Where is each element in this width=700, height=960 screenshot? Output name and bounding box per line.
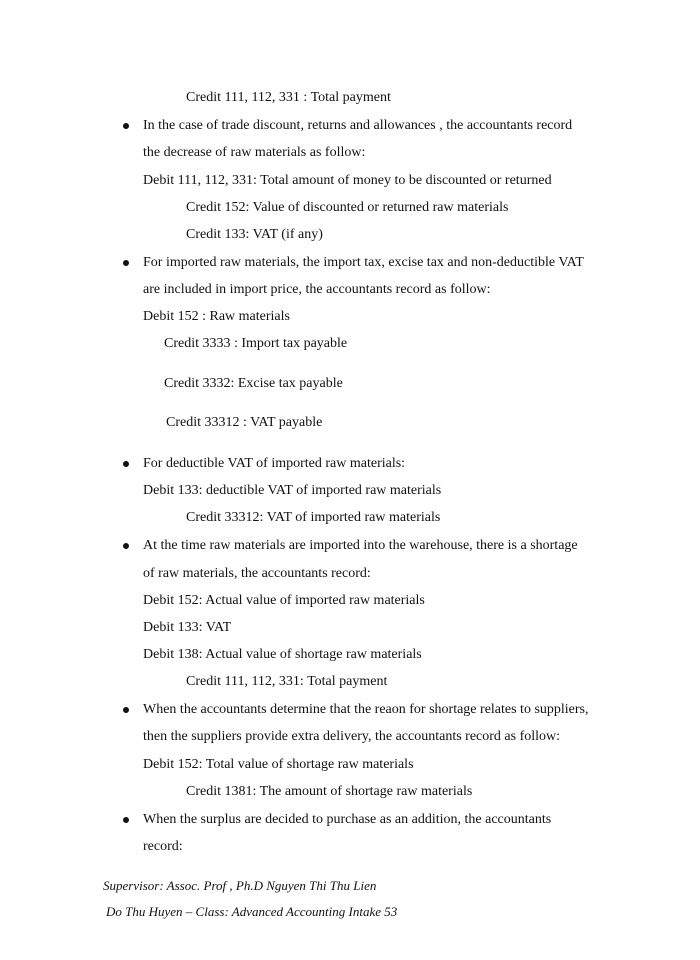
debit-line: Debit 133: VAT [143, 620, 232, 635]
bullet-text-continued: of raw materials, the accountants record: [143, 566, 371, 581]
bullet-icon [123, 461, 129, 467]
debit-line: Debit 111, 112, 331: Total amount of money to be discounted or returned [143, 173, 552, 188]
bullet-text-continued: then the suppliers provide extra delivery, the accountants record as follow: [143, 729, 561, 744]
credit-line: Credit 111, 112, 331 : Total payment [186, 90, 391, 105]
debit-line: Debit 152 : Raw materials [143, 309, 290, 324]
bullet-icon [123, 707, 129, 713]
bullet-text: When the surplus are decided to purchase as an addition, the accountants [143, 812, 552, 827]
bullet-text: For imported raw materials, the import tax, excise tax and non-deductible VAT [143, 255, 584, 270]
bullet-icon [123, 817, 129, 823]
footer-supervisor: Supervisor: Assoc. Prof , Ph.D Nguyen Thi Thu Lien [103, 878, 377, 893]
credit-line: Credit 33312: VAT of imported raw materials [186, 510, 441, 525]
bullet-text: In the case of trade discount, returns and allowances , the accountants record [143, 118, 573, 133]
bullet-text-continued: record: [143, 839, 183, 854]
bullet-icon [123, 123, 129, 129]
credit-line: Credit 111, 112, 331: Total payment [186, 674, 388, 689]
footer-student: Do Thu Huyen – Class: Advanced Accounting Intake 53 [106, 904, 398, 919]
bullet-text: When the accountants determine that the reaon for shortage relates to suppliers, [143, 702, 589, 717]
credit-line: Credit 33312 : VAT payable [166, 415, 323, 430]
credit-line: Credit 1381: The amount of shortage raw materials [186, 784, 473, 799]
bullet-text-continued: are included in import price, the accountants record as follow: [143, 282, 491, 297]
bullet-icon [123, 543, 129, 549]
credit-line: Credit 152: Value of discounted or returned raw materials [186, 200, 509, 215]
bullet-text: At the time raw materials are imported into the warehouse, there is a shortage [143, 538, 578, 553]
credit-line: Credit 3332: Excise tax payable [164, 376, 343, 391]
credit-line: Credit 3333 : Import tax payable [164, 336, 348, 351]
debit-line: Debit 152: Total value of shortage raw materials [143, 757, 414, 772]
debit-line: Debit 133: deductible VAT of imported raw materials [143, 483, 442, 498]
credit-line: Credit 133: VAT (if any) [186, 227, 323, 242]
bullet-text-continued: the decrease of raw materials as follow: [143, 145, 366, 160]
bullet-text: For deductible VAT of imported raw materials: [143, 456, 406, 471]
debit-line: Debit 138: Actual value of shortage raw materials [143, 647, 422, 662]
bullet-icon [123, 260, 129, 266]
debit-line: Debit 152: Actual value of imported raw materials [143, 593, 425, 608]
